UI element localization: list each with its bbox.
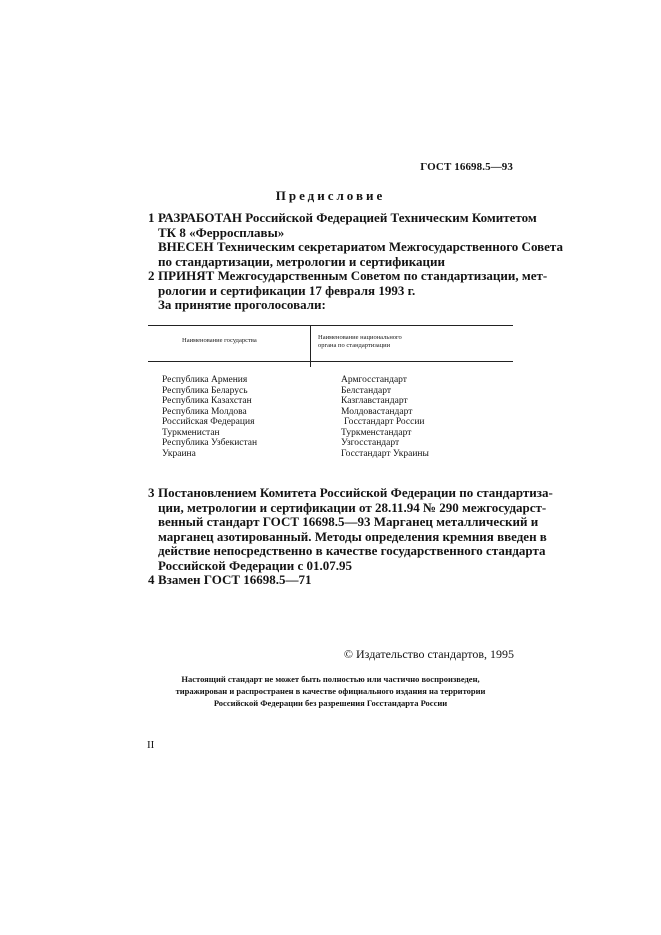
table-header-rule [148, 361, 513, 362]
item-3 [148, 485, 553, 573]
state-column [162, 375, 257, 459]
item-4 [148, 573, 513, 588]
item-3-line-4: марганец азотированный. Методы определения кремния введен в [158, 528, 547, 544]
reproduction-notice [0, 673, 661, 709]
table-row-body: Узгосстандарт [341, 438, 400, 448]
table-row-body: Госстандарт Украины [341, 448, 429, 459]
header-state: Наименование государства [182, 337, 257, 344]
page-title: Предисловие [275, 188, 386, 203]
table-row-body: Госстандарт России [344, 417, 425, 427]
item-2-line-3: За принятие проголосовали: [158, 297, 326, 312]
table-row-state: Республика Молдова [162, 406, 247, 417]
item-1-line-1: РАЗРАБОТАН Российской Федерацией Техническим Комитетом [158, 210, 537, 225]
item-2-line-2: рологии и сертификации 17 февраля 1993 г. [158, 282, 416, 298]
item-3-line-2: ции, метрологии и сертификации от 28.11.94 № 290 межгосударст- [158, 499, 547, 515]
table-row-state: Республика Узбекистан [162, 438, 258, 448]
page-number: II [147, 739, 155, 751]
item-1-line-3: ВНЕСЕН Техническим секретариатом Межгосударственного Совета [158, 239, 563, 254]
item-1-line-4: по стандартизации, метрологии и сертификации [158, 253, 446, 269]
header-body [318, 334, 402, 350]
table-row-body: Казглавстандарт [341, 396, 408, 406]
table-row-body: Белстандарт [341, 385, 392, 396]
voting-table [148, 325, 513, 465]
table-top-rule [148, 325, 513, 326]
body-column [341, 375, 429, 459]
table-row-state: Республика Казахстан [162, 396, 252, 406]
item-2-number: 2 [148, 268, 155, 283]
table-row-state: Украина [162, 448, 196, 459]
table-row-state: Республика Беларусь [162, 385, 248, 396]
item-2-line-1: ПРИНЯТ Межгосударственным Советом по стандартизации, мет- [158, 268, 548, 283]
item-3-line-1: Постановлением Комитета Российской Федерации по стандартиза- [158, 485, 553, 500]
table-row-state: Российская Федерация [162, 417, 255, 427]
item-2 [148, 268, 548, 313]
item-4-number: 4 [148, 572, 155, 587]
item-3-line-5: действие непосредственно в качестве государственного стандарта [158, 543, 546, 558]
table-row-state: Республика Армения [162, 375, 248, 385]
item-1-line-2: ТК 8 «Ферросплавы» [158, 224, 285, 240]
item-1 [148, 210, 563, 269]
copyright-line: © Издательство стандартов, 1995 [343, 647, 514, 661]
header-body-line-1: Наименование национального [318, 334, 402, 341]
header-body-line-2: органа по стандартизации [318, 342, 391, 349]
table-row-body: Туркменстандарт [341, 427, 412, 438]
item-3-line-3: венный стандарт ГОСТ 16698.5—93 Марганец металлический и [158, 514, 539, 529]
notice-line-2: тиражирован и распространен в качестве официального издания на территории [175, 686, 486, 696]
gost-code-header: ГОСТ 16698.5—93 [420, 161, 513, 173]
notice-line-3: Российской Федерации без разрешения Госстандарта России [213, 698, 448, 708]
notice-line-1: Настоящий стандарт не может быть полностью или частично воспроизведен, [181, 674, 480, 684]
item-3-number: 3 [148, 485, 155, 500]
table-row-body: Молдовастандарт [341, 406, 413, 417]
item-1-number: 1 [148, 210, 155, 225]
table-row-body: Армгосстандарт [341, 375, 407, 385]
item-3-line-6: Российской Федерации с 01.07.95 [158, 557, 353, 573]
item-4-text: Взамен ГОСТ 16698.5—71 [158, 572, 312, 587]
table-row-state: Туркменистан [162, 427, 220, 438]
